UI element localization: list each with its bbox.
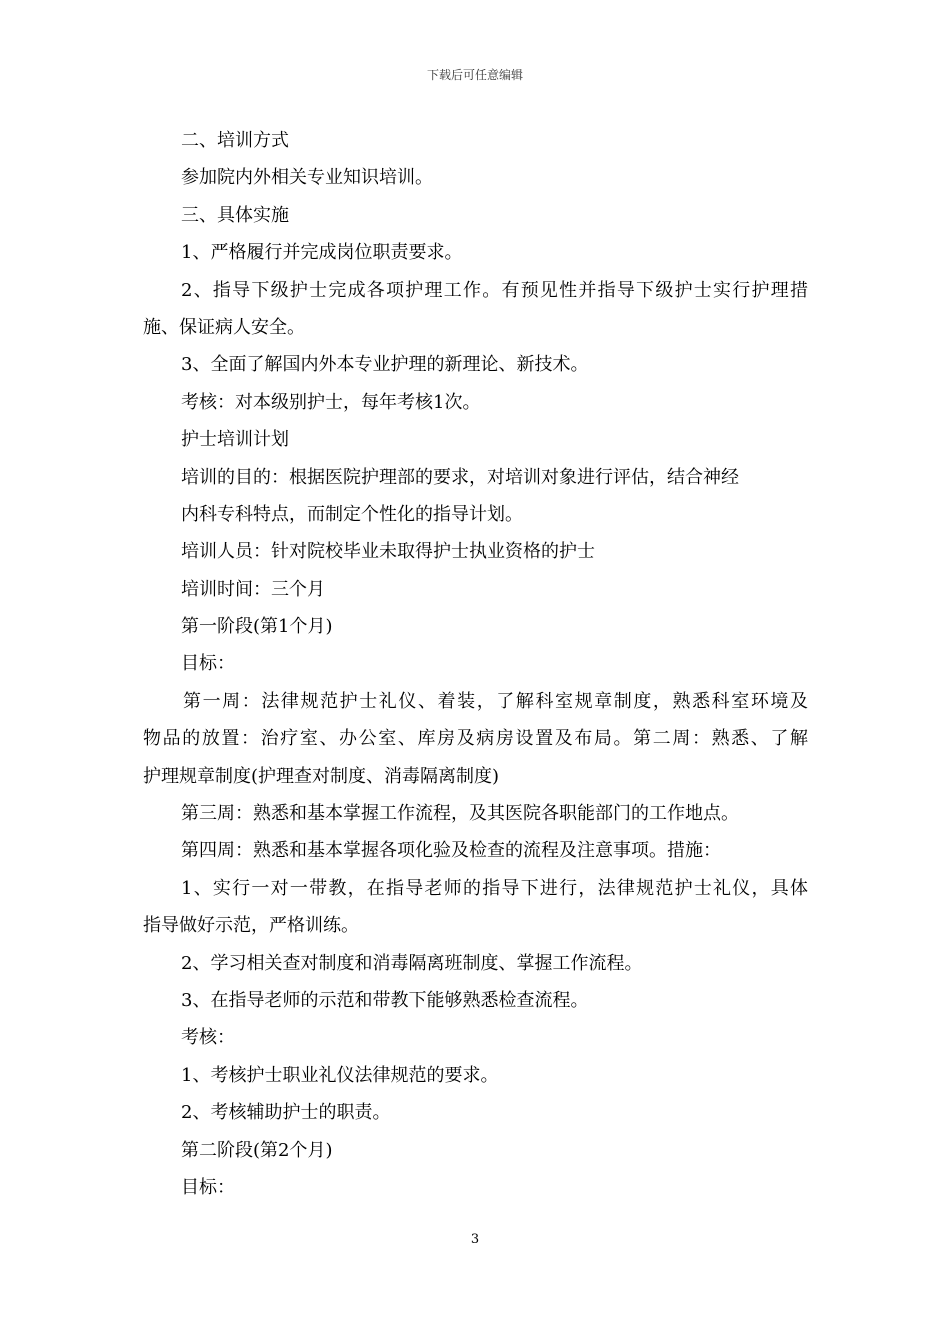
document-body [143,122,808,1206]
text-line: 3、全面了解国内外本专业护理的新理论、新技术。 [181,354,589,376]
text-line: 培训人员：针对院校毕业未取得护士执业资格的护士 [181,541,595,563]
text-line: 参加院内外相关专业知识培训。 [181,167,433,189]
text-line: 施、保证病人安全。 [143,316,305,338]
text-line: 1、考核护士职业礼仪法律规范的要求。 [181,1064,499,1086]
text-line: 护理规章制度(护理查对制度、消毒隔离制度) [143,765,500,787]
text-line: 考核： [181,1027,235,1049]
text-line: 1、严格履行并完成岗位职责要求。 [181,242,463,264]
text-line: 2、指导下级护士完成各项护理工作。有预见性并指导下级护士实行护理措 [181,279,808,301]
text-line: 物品的放置：治疗室、办公室、库房及病房设置及布局。第二周：熟悉、了解 [143,728,808,750]
text-line: 护士培训计划 [181,429,289,451]
text-line: 内科专科特点，而制定个性化的指导计划。 [181,503,523,525]
text-line: 培训的目的：根据医院护理部的要求，对培训对象进行评估，结合神经 [181,466,739,488]
text-line: 第二阶段(第2个月) [181,1139,333,1161]
text-line: 第四周：熟悉和基本掌握各项化验及检查的流程及注意事项。措施： [181,840,721,862]
text-line: 1、实行一对一带教，在指导老师的指导下进行，法律规范护士礼仪，具体 [181,877,808,899]
text-line: 第三周：熟悉和基本掌握工作流程，及其医院各职能部门的工作地点。 [181,803,739,825]
text-line: 2、学习相关查对制度和消毒隔离班制度、掌握工作流程。 [181,952,643,974]
text-line: 目标： [181,1176,235,1198]
text-line: 第一周：法律规范护士礼仪、着装，了解科室规章制度，熟悉科室环境及 [183,690,808,712]
page-number: 3 [470,1232,480,1247]
text-line: 考核：对本级别护士，每年考核1次。 [181,391,481,413]
text-line: 培训时间：三个月 [181,578,325,600]
text-line: 目标： [181,653,235,675]
text-line: 2、考核辅助护士的职责。 [181,1102,391,1124]
text-line: 第一阶段(第1个月) [181,616,333,638]
text-line: 3、在指导老师的示范和带教下能够熟悉检查流程。 [181,989,589,1011]
page-header: 下载后可任意编辑 [426,68,523,82]
text-line: 三、具体实施 [181,204,289,226]
text-line: 二、培训方式 [181,130,289,151]
text-line: 指导做好示范，严格训练。 [143,915,359,937]
